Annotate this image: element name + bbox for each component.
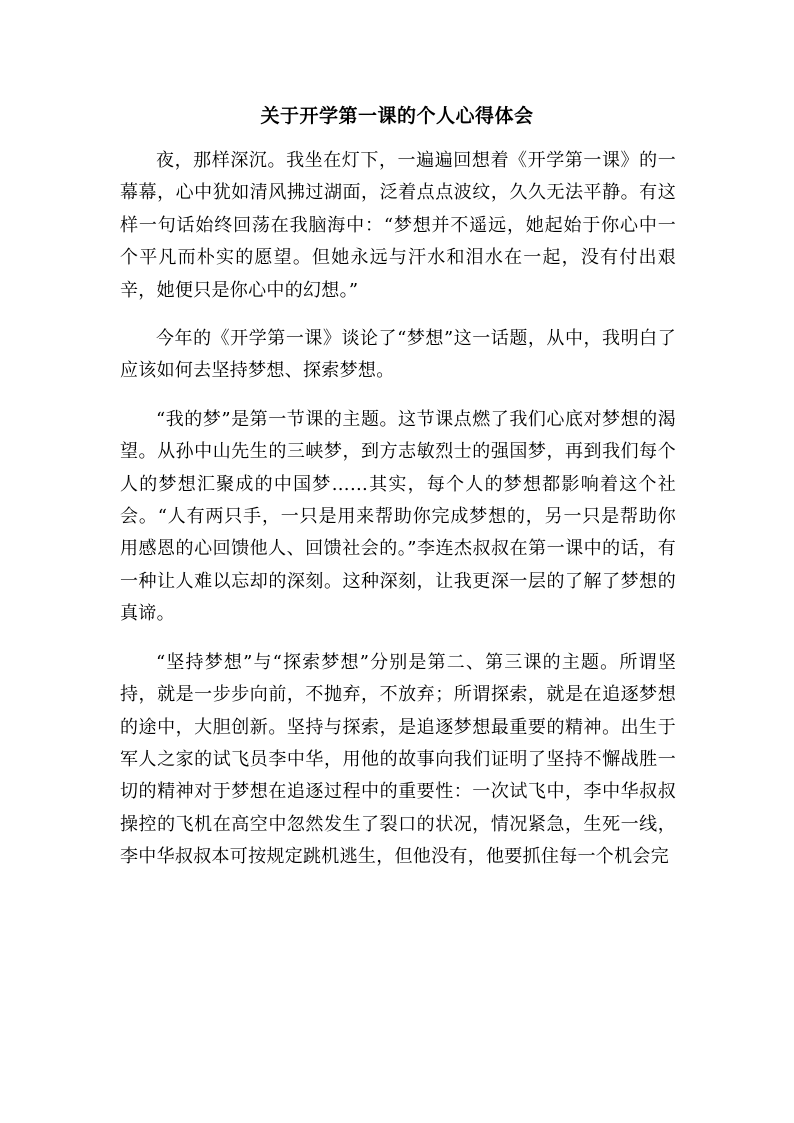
- paragraph-3: “我的梦”是第一节课的主题。这节课点燃了我们心底对梦想的渴望。从孙中山先生的三峡梦，到方志敏烈士的强国梦，再到我们每个人的梦想汇聚成的中国梦……其实，每个人的梦想都影响着这个社会。“人有两只手，一只是用来帮助你完成梦想的，另一只是帮助你用感恩的心回馈他人、回馈社会的。”李连杰叔叔在第一课中的话，有一种让人难以忘却的深刻。这种深刻，让我更深一层的了解了梦想的真谛。: [120, 408, 676, 625]
- document-body: [120, 145, 676, 874]
- paragraph-1: 夜，那样深沉。我坐在灯下，一遍遍回想着《开学第一课》的一幕幕，心中犹如清风拂过湖面，泛着点点波纹，久久无法平静。有这样一句话始终回荡在我脑海中：“梦想并不遥远，她起始于你心中一个平凡而朴实的愿望。但她永远与汗水和泪水在一起，没有付出艰辛，她便只是你心中的幻想。”: [120, 150, 676, 301]
- document-title: 关于开学第一课的个人心得体会: [260, 105, 534, 127]
- paragraph-2: 今年的《开学第一课》谈论了“梦想”这一话题，从中，我明白了应该如何去坚持梦想、探索梦想。: [120, 328, 676, 382]
- paragraph-4: “坚持梦想”与“探索梦想”分别是第二、第三课的主题。所谓坚持，就是一步步向前，不抛弃，不放弃；所谓探索，就是在追逐梦想的途中，大胆创新。坚持与探索，是追逐梦想最重要的精神。出生于军人之家的试飞员李中华，用他的故事向我们证明了坚持不懈战胜一切的精神对于梦想在追逐过程中的重要性：一次试飞中，李中华叔叔操控的飞机在高空中忽然发生了裂口的状况，情况紧急，生死一线，李中华叔叔本可按规定跳机逃生，但他没有，他要抓住每一个机会完: [120, 651, 676, 868]
